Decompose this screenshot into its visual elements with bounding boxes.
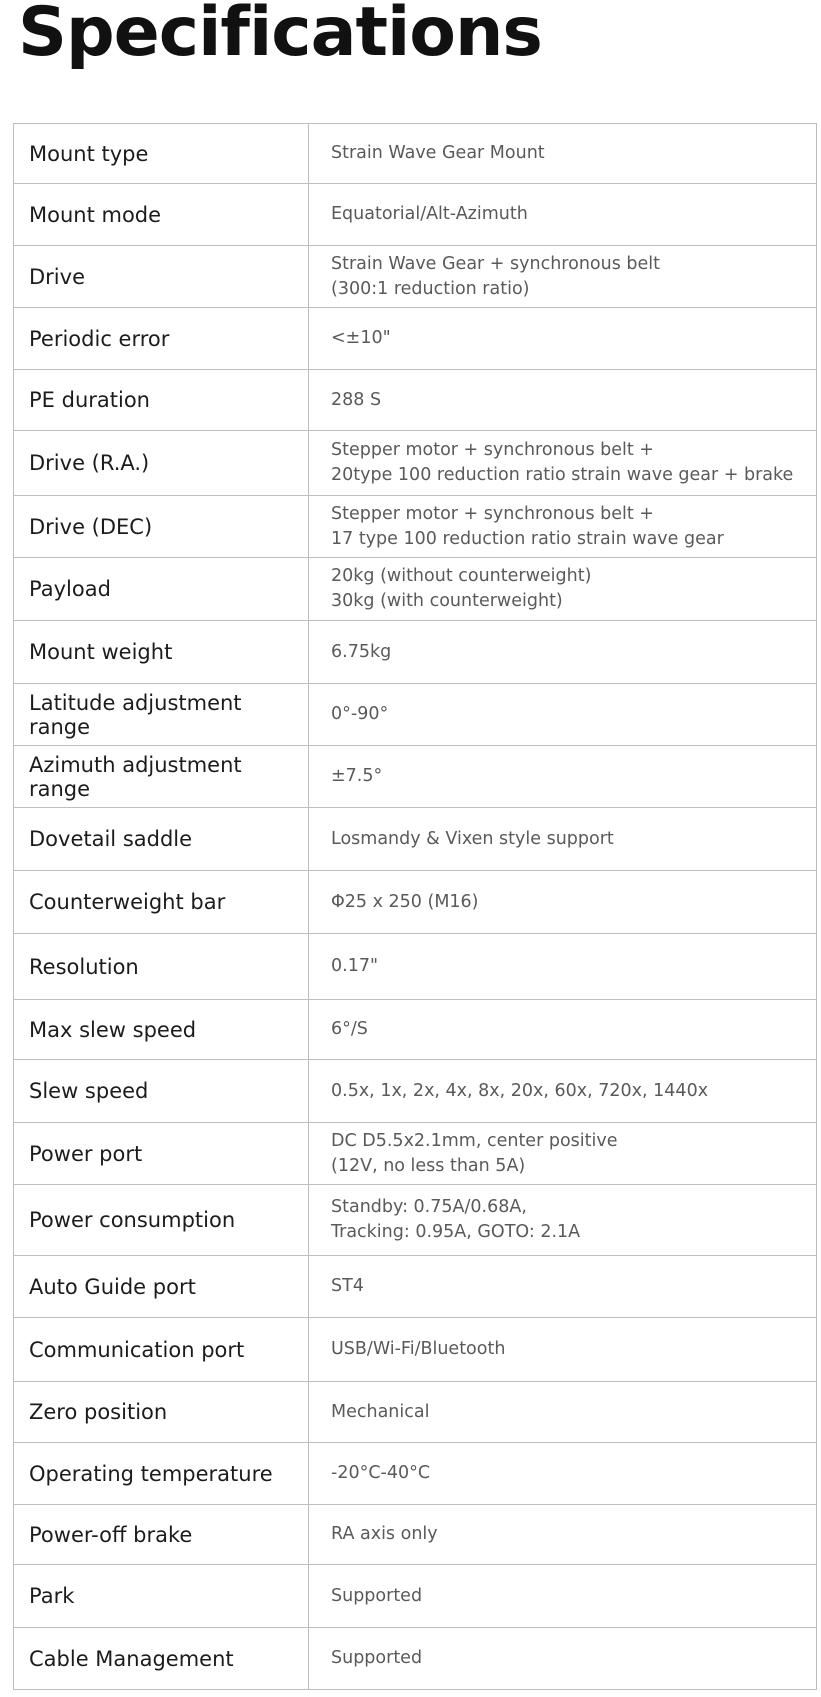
spec-value [309,1000,817,1060]
spec-value-line: 0.5x, 1x, 2x, 4x, 8x, 20x, 60x, 720x, 1440x [331,1080,709,1101]
spec-value [309,496,817,558]
spec-label: Drive (R.A.) [14,431,309,496]
spec-row-pe-duration [14,370,817,431]
spec-label: Drive [14,246,309,308]
spec-value-line: Supported [331,1585,423,1606]
spec-label: Power consumption [14,1185,309,1256]
spec-value [309,558,817,621]
spec-value-line: RA axis only [331,1524,438,1544]
spec-value [309,621,817,684]
spec-value-line: 0°-90° [331,704,389,724]
spec-row-dovetail-saddle [14,808,817,871]
spec-value-line: -20°C-40°C [331,1463,431,1483]
specifications-table [13,123,817,1690]
spec-row-power-port [14,1123,817,1185]
spec-value-line: 6°/S [331,1019,368,1039]
spec-row-latitude-adjustment [14,684,817,746]
spec-value-line: ST4 [331,1276,364,1296]
spec-label: Latitude adjustment range [14,684,309,746]
spec-label: Mount type [14,124,309,184]
spec-value [309,1382,817,1443]
spec-row-power-off-brake [14,1505,817,1565]
spec-value-line: Supported [331,1648,423,1668]
spec-label: Communication port [14,1318,309,1382]
spec-value-line: (12V, no less than 5A) [331,1155,526,1176]
spec-value [309,246,817,308]
spec-row-payload [14,558,817,621]
spec-value-line: Tracking: 0.95A, GOTO: 2.1A [331,1222,581,1242]
spec-value-line: Stepper motor + synchronous belt + [331,440,654,460]
spec-value-line: 17 type 100 reduction ratio strain wave gear [331,528,724,549]
spec-row-mount-weight [14,621,817,684]
spec-value [309,184,817,246]
spec-value [309,871,817,934]
spec-value [309,1256,817,1318]
spec-label: Periodic error [14,308,309,370]
spec-row-mount-mode [14,184,817,246]
spec-value-line: Strain Wave Gear Mount [331,143,545,163]
spec-row-max-slew-speed [14,1000,817,1060]
spec-label: Slew speed [14,1060,309,1123]
spec-value [309,808,817,871]
spec-label: Payload [14,558,309,621]
spec-value-line: 20kg (without counterweight) [331,566,592,586]
spec-row-operating-temperature [14,1443,817,1505]
spec-value [309,1123,817,1185]
spec-value [309,1318,817,1382]
spec-value-line: 20type 100 reduction ratio strain wave gear + brake [331,465,794,485]
spec-row-drive-ra [14,431,817,496]
spec-value-line: 6.75kg [331,641,392,662]
spec-label: Max slew speed [14,1000,309,1060]
spec-row-periodic-error [14,308,817,370]
spec-value [309,308,817,370]
spec-label: Counterweight bar [14,871,309,934]
specifications-table-body [14,124,817,1690]
spec-value-line: Stepper motor + synchronous belt + [331,503,654,524]
spec-value-line: Strain Wave Gear + synchronous belt [331,253,660,274]
spec-value-line: (300:1 reduction ratio) [331,278,530,299]
spec-value-line: ±7.5° [331,766,383,786]
spec-row-communication-port [14,1318,817,1382]
spec-value [309,1505,817,1565]
spec-row-counterweight-bar [14,871,817,934]
spec-row-drive-dec [14,496,817,558]
spec-value-line: Equatorial/Alt-Azimuth [331,204,528,224]
spec-value [309,1628,817,1690]
spec-value [309,124,817,184]
spec-value [309,746,817,808]
spec-label: Park [14,1565,309,1628]
spec-label: Auto Guide port [14,1256,309,1318]
spec-row-power-consumption [14,1185,817,1256]
spec-value-line: Φ25 x 250 (M16) [331,891,479,912]
spec-label: Zero position [14,1382,309,1443]
spec-label: Dovetail saddle [14,808,309,871]
spec-row-park [14,1565,817,1628]
spec-value [309,1060,817,1123]
spec-value-line: USB/Wi-Fi/Bluetooth [331,1339,506,1359]
spec-row-mount-type [14,124,817,184]
spec-value [309,1185,817,1256]
page-title: Specifications [18,0,542,72]
spec-label: Mount weight [14,621,309,684]
spec-value [309,934,817,1000]
spec-row-cable-management [14,1628,817,1690]
spec-label: Drive (DEC) [14,496,309,558]
spec-value-line: Standby: 0.75A/0.68A, [331,1197,527,1217]
spec-value [309,1565,817,1628]
spec-label: Resolution [14,934,309,1000]
spec-value [309,370,817,431]
spec-label: Mount mode [14,184,309,246]
spec-row-drive [14,246,817,308]
spec-value-line: Mechanical [331,1401,430,1422]
spec-label: Cable Management [14,1628,309,1690]
spec-value [309,684,817,746]
spec-value [309,1443,817,1505]
spec-value-line: <±10" [331,328,391,348]
spec-value-line: DC D5.5x2.1mm, center positive [331,1130,618,1151]
spec-row-azimuth-adjustment [14,746,817,808]
spec-row-slew-speed [14,1060,817,1123]
spec-value-line: 288 S [331,389,382,410]
spec-label: PE duration [14,370,309,431]
spec-label: Power-off brake [14,1505,309,1565]
spec-row-auto-guide-port [14,1256,817,1318]
spec-value-line: 0.17" [331,956,379,976]
spec-label: Power port [14,1123,309,1185]
spec-value-line: Losmandy & Vixen style support [331,828,614,849]
spec-row-zero-position [14,1382,817,1443]
spec-row-resolution [14,934,817,1000]
spec-value-line: 30kg (with counterweight) [331,591,563,611]
spec-label: Azimuth adjustment range [14,746,309,808]
spec-value [309,431,817,496]
spec-label: Operating temperature [14,1443,309,1505]
